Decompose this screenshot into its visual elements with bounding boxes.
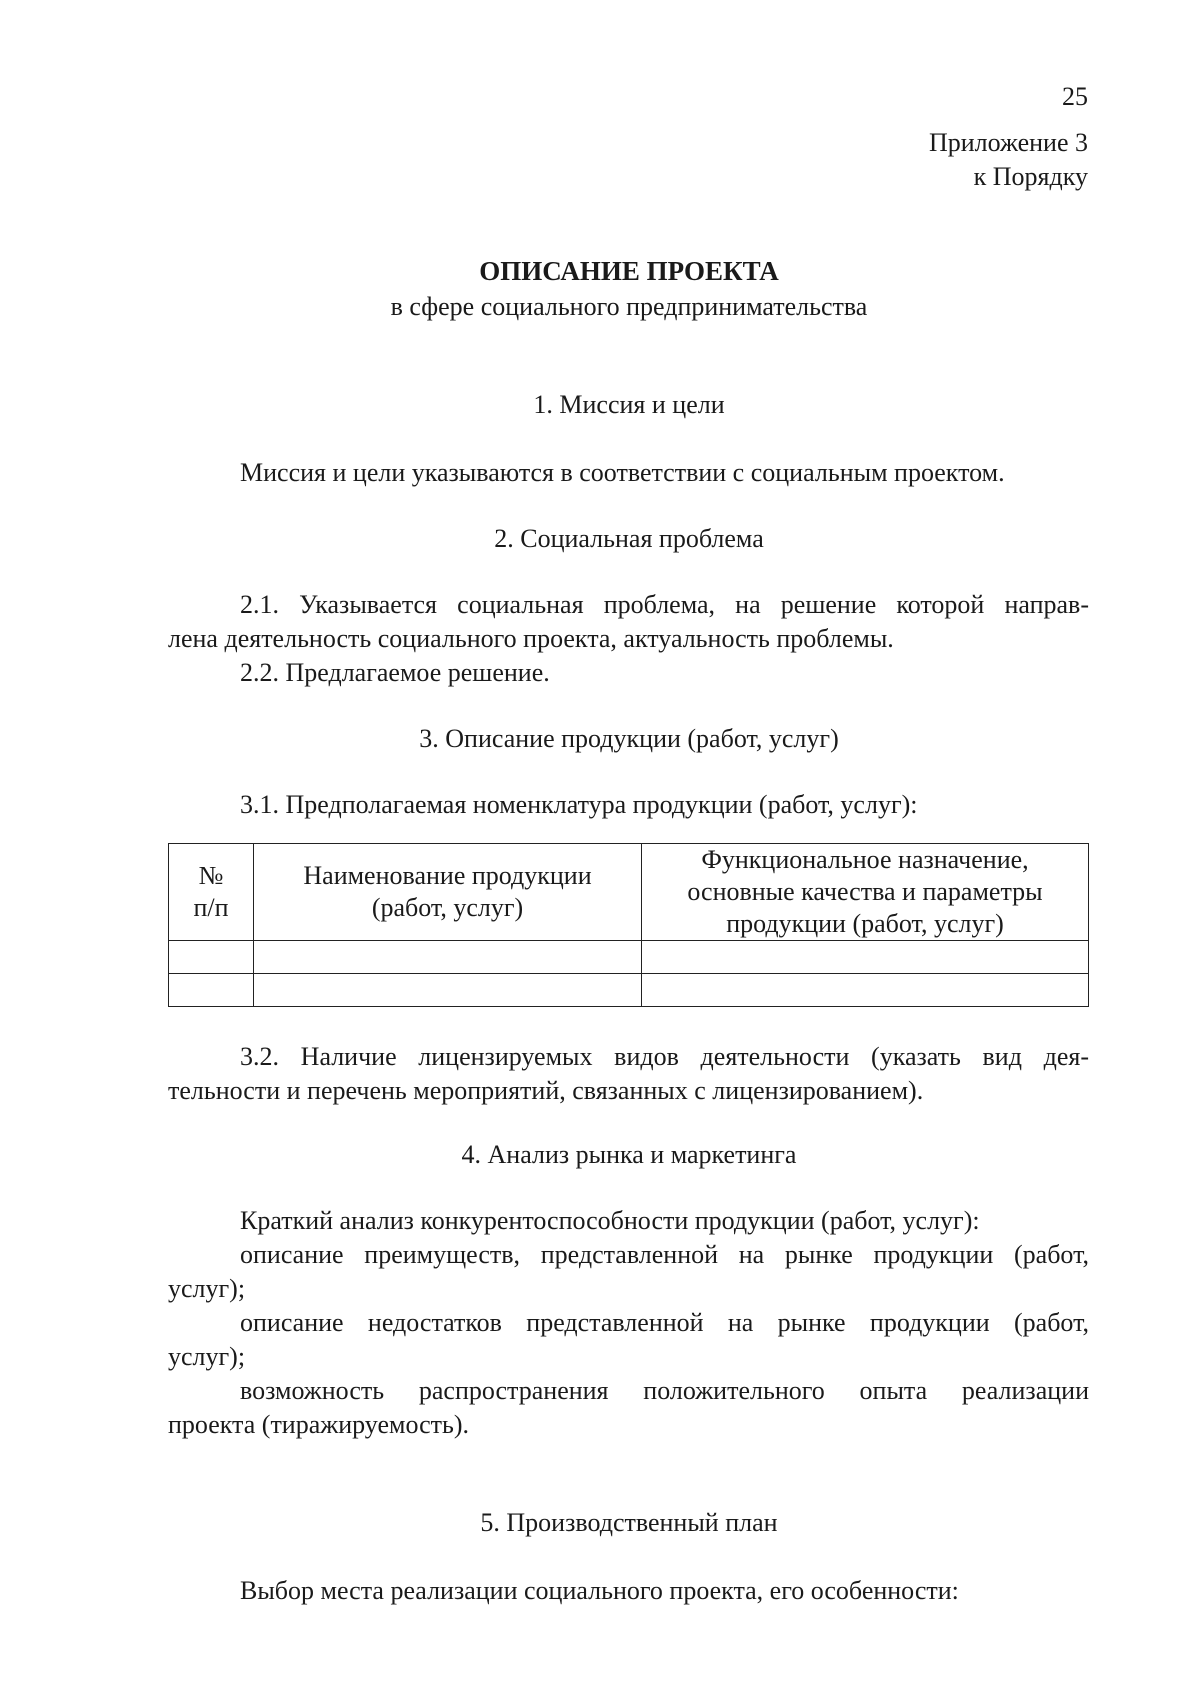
paragraph-2-1-line1: 2.1. Указывается социальная проблема, на решение которой направ- [240,590,1089,619]
table-row [169,974,1089,1007]
header-name-line1: Наименование продукции [303,861,592,890]
paragraph-2-1-line2: лена деятельность социального проекта, актуальность проблемы. [168,624,894,653]
table-cell [169,941,254,974]
section-4-heading: 4. Анализ рынка и маркетинга [461,1140,797,1169]
header-name-line2: (работ, услуг) [371,893,524,922]
header-cell-name [254,844,642,941]
paragraph-3-2-line1: 3.2. Наличие лицензируемых видов деятельности (указать вид дея- [240,1042,1089,1071]
document-subtitle: в сфере социального предпринимательства [390,292,868,321]
section-3-heading: 3. Описание продукции (работ, услуг) [419,724,839,753]
header-function-line1: Функциональное назначение, [701,845,1029,874]
table-cell [642,941,1089,974]
products-table [168,843,1089,1007]
table-header-row [169,844,1089,941]
page-number: 25 [1062,82,1088,111]
table-cell [642,974,1089,1007]
table-cell [254,974,642,1007]
table-cell [169,974,254,1007]
section-1-text: Миссия и цели указываются в соответствии с социальным проектом. [240,458,1005,487]
section-4-item1-line2: услуг); [168,1274,246,1303]
paragraph-3-2-line2: тельности и перечень мероприятий, связанных с лицензированием). [168,1076,924,1105]
appendix-label: Приложение 3 [928,128,1088,157]
section-4-intro: Краткий анализ конкурентоспособности продукции (работ, услуг): [240,1206,980,1235]
header-number-line1: № [198,861,224,890]
header-cell-number [169,844,254,941]
paragraph-3-1: 3.1. Предполагаемая номенклатура продукции (работ, услуг): [240,790,918,819]
header-function-line2: основные качества и параметры [687,877,1043,906]
section-4-item2-line2: услуг); [168,1342,246,1371]
header-number-line2: п/п [193,893,229,922]
section-2-heading: 2. Социальная проблема [494,524,764,553]
section-4-item3-line2: проекта (тиражируемость). [168,1410,470,1439]
header-function-line3: продукции (работ, услуг) [726,909,1004,938]
header-cell-function [642,844,1089,941]
table-row [169,941,1089,974]
section-5-text: Выбор места реализации социального проекта, его особенности: [240,1576,959,1605]
appendix-reference: к Порядку [973,162,1088,191]
section-4-item2-line1: описание недостатков представленной на рынке продукции (работ, [240,1308,1089,1337]
paragraph-2-2: 2.2. Предлагаемое решение. [240,658,550,687]
section-4-item3-line1: возможность распространения положительного опыта реализации [240,1376,1089,1405]
section-5-heading: 5. Производственный план [480,1508,778,1537]
section-4-item1-line1: описание преимуществ, представленной на рынке продукции (работ, [240,1240,1089,1269]
section-1-heading: 1. Миссия и цели [533,390,725,419]
table-cell [254,941,642,974]
document-title: ОПИСАНИЕ ПРОЕКТА [479,256,779,286]
